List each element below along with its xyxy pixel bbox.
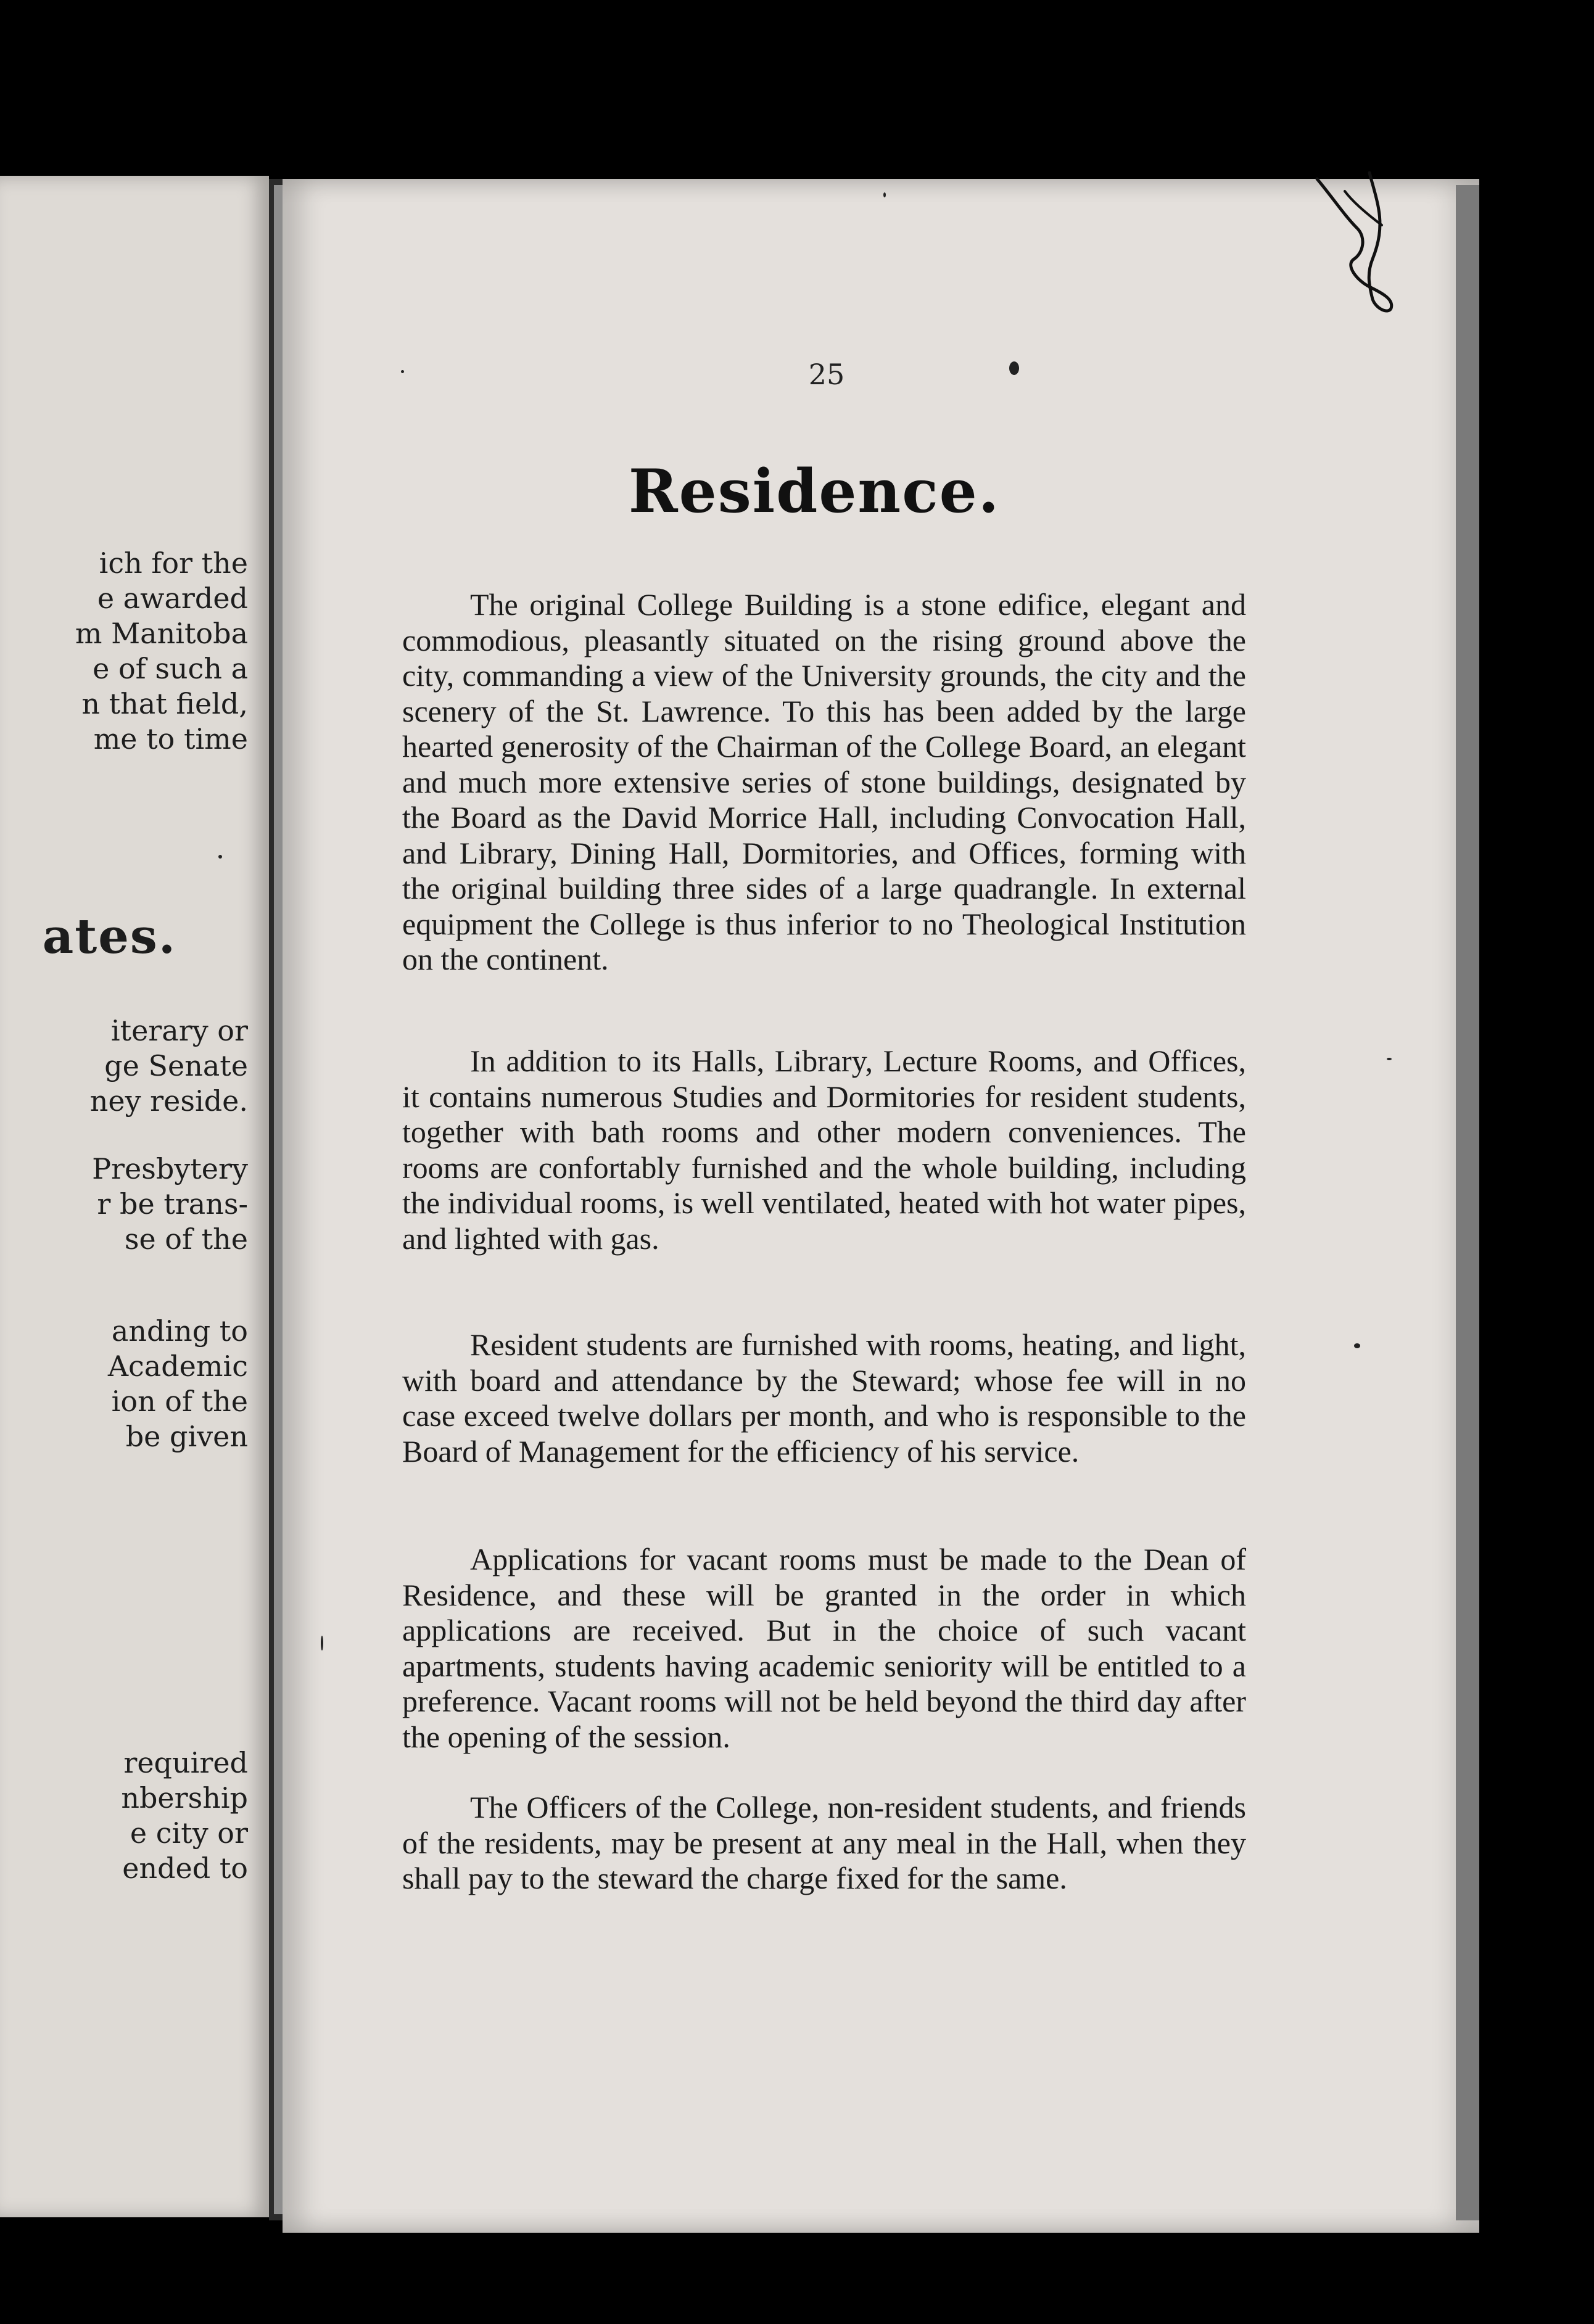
left-text-line: required	[123, 1746, 248, 1779]
left-text-line: ion of the	[111, 1385, 248, 1418]
handwritten-mark-icon	[1308, 167, 1406, 315]
page-number: 25	[808, 358, 845, 391]
ink-speck	[883, 192, 886, 197]
left-text-line: n that field,	[81, 687, 248, 720]
ink-speck	[321, 1636, 323, 1650]
left-text-line: Academic	[107, 1349, 248, 1383]
paragraph: Resident students are furnished with rooms, heating, and light, with board and attendance by the Steward; whose fee will in no case exceed twelve dollars per month, and who is responsible to the Board of Management for the efficiency of his service.	[402, 1327, 1246, 1469]
ink-speck	[218, 855, 222, 859]
left-text-line: nbership	[121, 1781, 248, 1815]
left-text-line: ge Senate	[104, 1049, 248, 1082]
paragraph: Applications for vacant rooms must be made to the Dean of Residence, and these will be granted in the order in which applications are received. But in the choice of such vacant apartments, students having academic seniority will be entitled to a preference. Vacant rooms will not be held beyond the third day after the opening of the session.	[402, 1542, 1246, 1754]
left-text-line: ney reside.	[89, 1084, 248, 1118]
left-text-line: iterary or	[110, 1014, 248, 1047]
ink-speck	[1354, 1343, 1360, 1348]
left-text-line: se of the	[124, 1222, 248, 1256]
page-title: Residence.	[628, 456, 1001, 526]
ink-speck	[401, 370, 404, 373]
left-text-line: e city or	[130, 1816, 248, 1850]
left-text-line: e awarded	[97, 582, 248, 615]
left-text-line: ich for the	[99, 546, 248, 580]
left-text-line: e of such a	[93, 652, 248, 685]
paragraph: The Officers of the College, non-resident students, and friends of the residents, may be present at any meal in the Hall, when they shall pay to the steward the charge fixed for the same.	[402, 1790, 1246, 1895]
paragraph: In addition to its Halls, Library, Lecture Rooms, and Offices, it contains numerous Studies and Dormitories for resident students, together with bath rooms and other modern conveniences. The rooms are confortably furnished and the whole building, including the individual rooms, is well ventilated, heated with hot water pipes, and lighted with gas.	[402, 1044, 1246, 1256]
left-text-line: ended to	[122, 1852, 248, 1885]
left-text-line: Presbytery	[92, 1152, 248, 1185]
page-edge-right	[1456, 185, 1479, 2220]
left-heading-fragment: ates.	[42, 909, 176, 965]
left-text-line: m Manitoba	[75, 617, 248, 650]
left-page	[0, 176, 269, 2217]
left-text-line: anding to	[111, 1314, 248, 1348]
left-text-line: me to time	[93, 722, 248, 756]
left-text-line: r be trans-	[97, 1187, 248, 1221]
ink-speck	[1009, 361, 1019, 375]
ink-speck	[1387, 1058, 1392, 1060]
left-text-line: be given	[125, 1420, 248, 1453]
paragraph: The original College Building is a stone edifice, elegant and commodious, pleasantly situated on the rising ground above the city, commanding a view of the University grounds, the city and the scenery of the St. Lawrence. To this has been added by the large hearted generosity of the Chairman of the College Board, an elegant and much more extensive series of stone buildings, designated by the Board as the David Morrice Hall, including Convocation Hall, and Library, Dining Hall, Dormitories, and Offices, forming with the original building three sides of a large quadrangle. In external equipment the College is thus inferior to no Theological Institution on the continent.	[402, 587, 1246, 976]
